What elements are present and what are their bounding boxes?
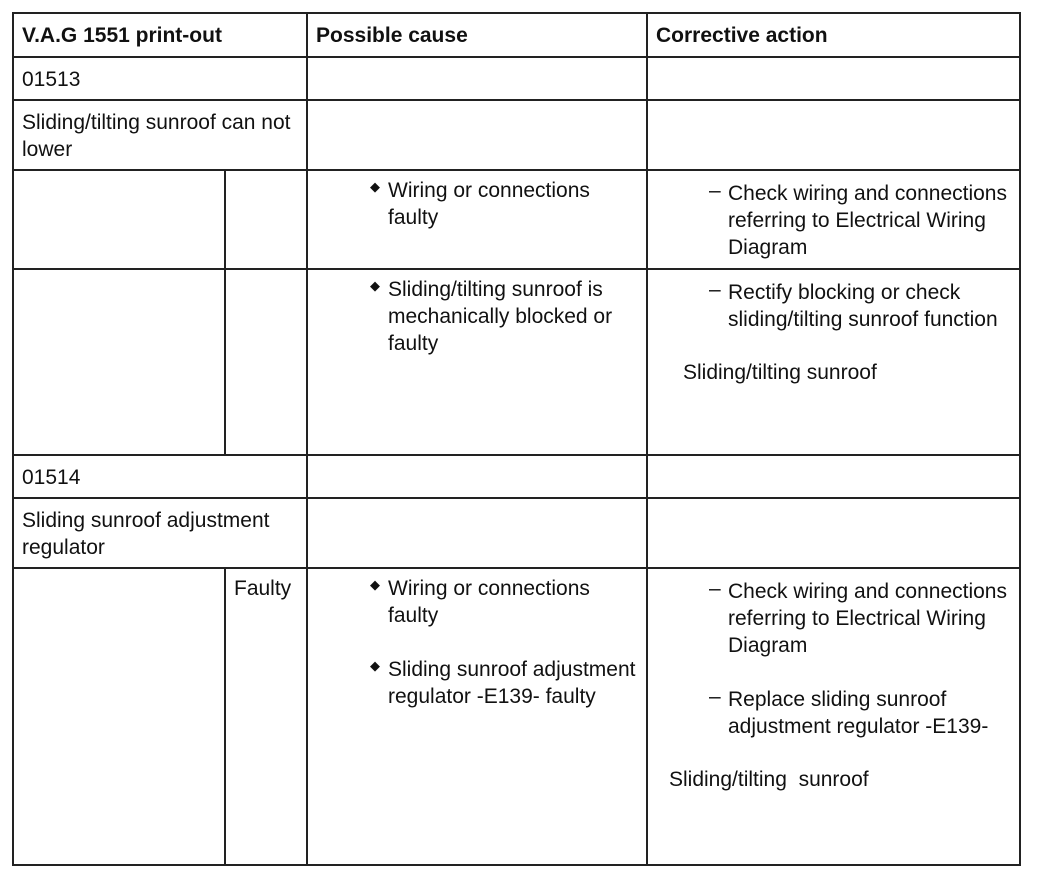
dash-icon: –: [709, 577, 721, 600]
code-row-01514: [13, 455, 1020, 498]
cause-list: [308, 171, 646, 231]
list-item: – Check wiring and connections referring to Electrical Wiring Diagram: [709, 577, 1007, 657]
bullet-icon: ◆: [370, 658, 380, 673]
header-possible-cause: Possible cause: [307, 13, 647, 57]
dash-icon: –: [709, 685, 721, 708]
action-list: [648, 270, 1019, 333]
fault-description: Sliding/tilting sunroof can not lower: [22, 111, 291, 161]
list-item: ◆ Sliding/tilting sunroof is mechanically blocked or faulty: [370, 278, 613, 355]
table-row: [13, 568, 1020, 865]
fault-code: 01514: [22, 466, 81, 489]
cause-list: [308, 569, 646, 710]
list-item: – Check wiring and connections referring to Electrical Wiring Diagram: [709, 179, 1007, 259]
dash-icon: –: [709, 278, 721, 301]
bullet-icon: ◆: [370, 278, 380, 293]
dash-icon: –: [709, 179, 721, 202]
fault-description: Sliding sunroof adjustment regulator: [22, 509, 270, 559]
header-row: [13, 13, 1020, 57]
code-row-01513: [13, 57, 1020, 100]
list-item: – Rectify blocking or check sliding/tilting sunroof function: [709, 278, 998, 331]
fault-code: 01513: [22, 68, 81, 91]
list-item: ◆ Wiring or connections faulty: [370, 577, 590, 627]
bullet-icon: ◆: [370, 577, 380, 592]
list-item: ◆ Sliding sunroof adjustment regulator -E139- faulty: [370, 658, 636, 708]
action-list: [648, 569, 1019, 740]
table-row: [13, 170, 1020, 269]
description-row-01514: [13, 498, 1020, 568]
header-printout: V.A.G 1551 print-out: [13, 13, 307, 57]
bullet-icon: ◆: [370, 179, 380, 194]
action-list: [648, 171, 1019, 261]
header-corrective-action: Corrective action: [647, 13, 1020, 57]
list-item: ◆ Wiring or connections faulty: [370, 179, 590, 229]
fault-code-table: [12, 12, 1021, 866]
table-row: [13, 269, 1020, 455]
cause-list: [308, 270, 646, 357]
list-item: – Replace sliding sunroof adjustment regulator -E139-: [709, 685, 989, 738]
reference-link[interactable]: Sliding/tilting sunroof: [683, 361, 877, 384]
reference-link[interactable]: Sliding/tilting sunroof: [669, 768, 869, 791]
fault-condition: Faulty: [234, 577, 292, 600]
description-row-01513: [13, 100, 1020, 170]
